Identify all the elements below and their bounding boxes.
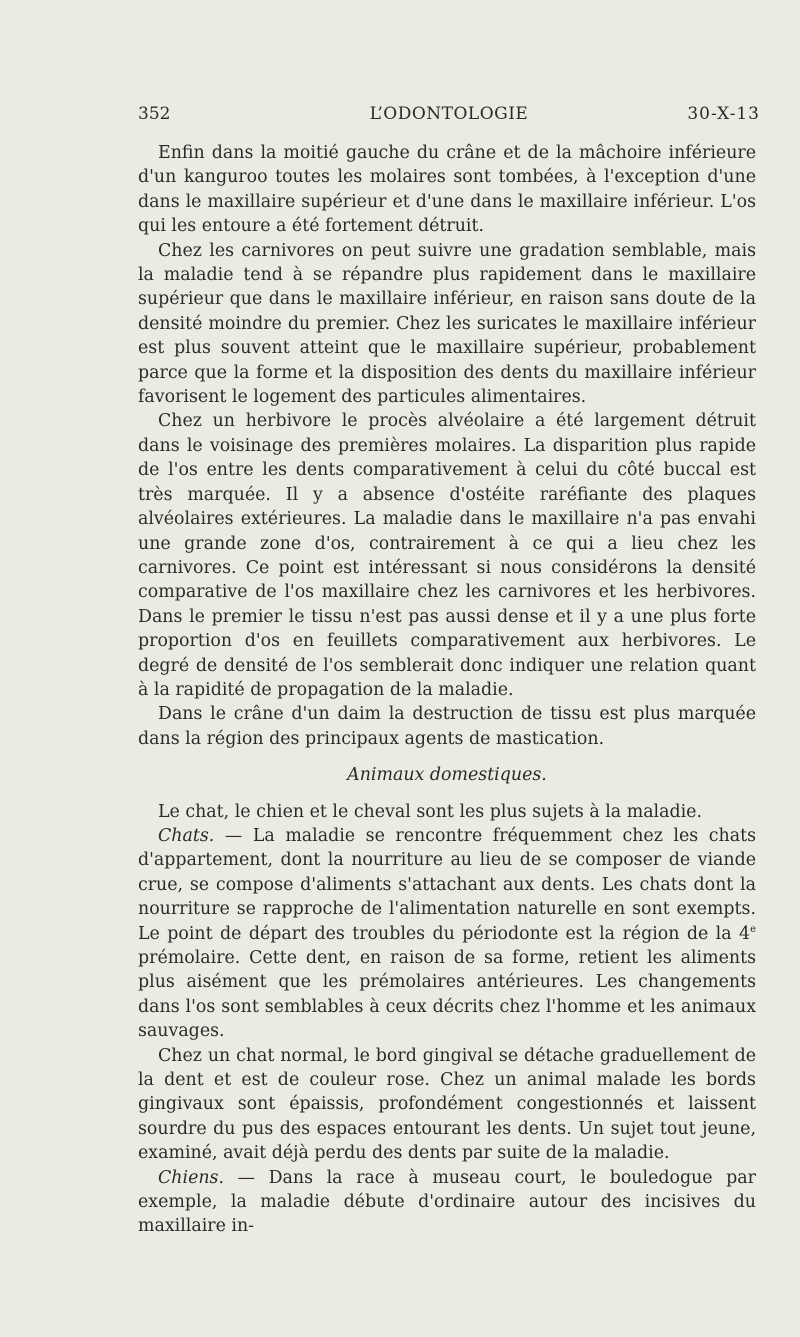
lead-chiens: Chiens. [158,1167,225,1188]
section-heading: Animaux domestiques. [347,765,547,786]
paragraph-herbivore: Chez un herbivore le procès alvéolaire a été largement détruit dans le voisinage des premières molaires. La disparition plus rapide de l'os entre les dents comparativement à celui du côté buccal est très marquée. Il y a absence d'ostéite raréfiante des plaques alvéolaires extérieures. La maladie dans le maxillaire n'a pas envahi une grande zone d'os, contrairement à ce qui a lieu chez les carnivores. Ce point est intéressant si nous considérons la densité comparative de l'os maxillaire chez les carnivores et les herbivores. Dans le premier le tissu n'est pas aussi dense et il y a une plus forte proportion d'os en feuillets comparativement aux herbivores. Le degré de densité de l'os semblerait donc indiquer une relation quant à la rapidité de propagation de la maladie. [138,411,756,700]
paragraph-chat-normal: Chez un chat normal, le bord gingival se détache graduellement de la dent et est de couleur rose. Chez un animal malade les bords gingivaux sont épaissis, profondément congestionnés et laissent sourdre du pus des espaces entourant les dents. Un sujet tout jeune, examiné, avait déjà perdu des dents par suite de la maladie. [138,1045,756,1164]
running-header [138,104,760,130]
paragraph-intro-domestic: Le chat, le chien et le cheval sont les plus sujets à la maladie. [158,801,703,822]
paragraph-kanguroo: Enfin dans la moitié gauche du crâne et de la mâchoire inférieure d'un kanguroo toutes les molaires sont tombées, à l'exception d'une dans le maxillaire supérieur et d'une dans le maxillaire inférieur. L'os qui les entoure a été fortement détruit. [138,143,756,237]
paragraph-chats [138,824,756,1044]
paragraph-chiens-text: — Dans la race à museau court, le bouledogue par exemple, la maladie débute d'ordinaire autour des incisives du maxillaire in- [138,1167,756,1237]
issue-date: 30-X-13 [687,104,760,124]
lead-chats: Chats. [158,825,215,846]
paragraph-daim: Dans le crâne d'un daim la destruction de tissu est plus marquée dans la région des principaux agents de mastication. [138,704,756,749]
paragraph-chats-text: — La maladie se rencontre fréquemment chez les chats d'appartement, dont la nourriture au lieu de se composer de viande crue, se compose d'aliments s'attachant aux dents. Les chats dont la nourriture se rapproche de l'alimentation naturelle en sont exempts. Le point de départ des troubles du périodonte est la région de la 4 [138,825,756,944]
page-number: 352 [138,104,171,124]
paragraph-chats-tail: prémolaire. Cette dent, en raison de sa forme, retient les aliments plus aisément que les prémolaires antérieures. Les changements dans l'os sont semblables à ceux décrits chez l'homme et les animaux sauvages. [138,948,756,1042]
paragraph-chiens [138,1166,756,1239]
superscript-e: e [750,923,756,935]
journal-title: L’ODONTOLOGIE [369,104,529,124]
body-text [138,141,756,1239]
paragraph-carnivores: Chez les carnivores on peut suivre une gradation semblable, mais la maladie tend à se répandre plus rapidement dans le maxillaire supérieur que dans le maxillaire inférieur, en raison sans doute de la densité moindre du premier. Chez les suricates le maxillaire inférieur est plus souvent atteint que le maxillaire supérieur, probablement parce que la forme et la disposition des dents du maxillaire inférieur favorisent le logement des particules alimentaires. [138,240,756,408]
